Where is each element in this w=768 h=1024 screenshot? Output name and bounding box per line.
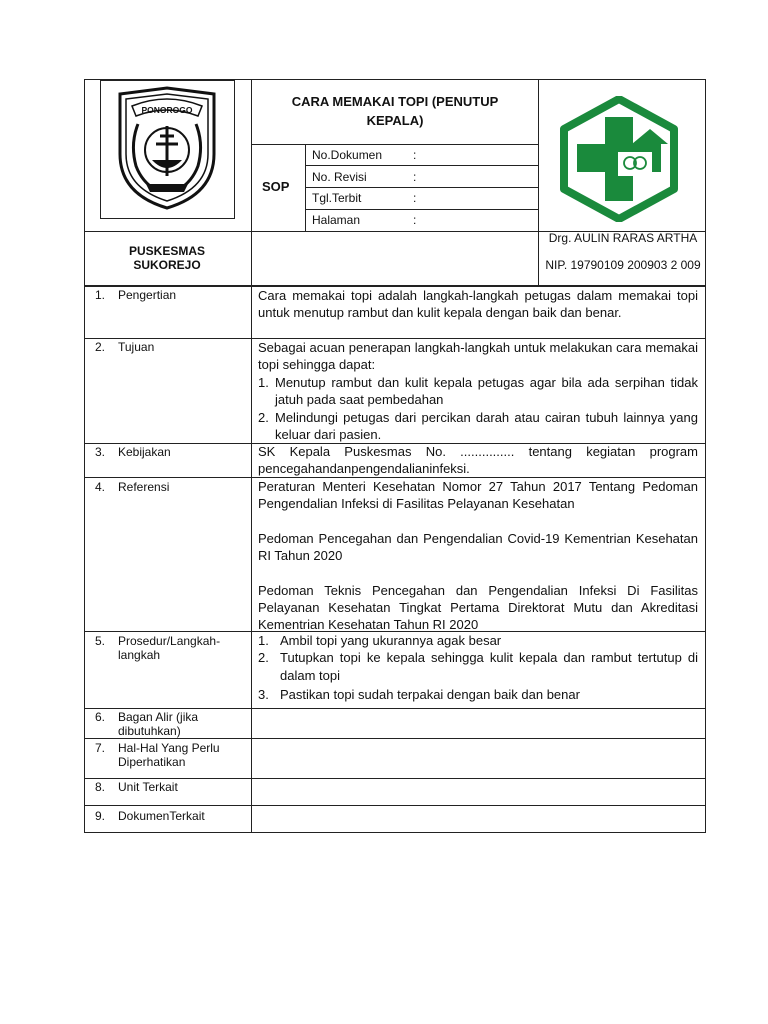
doc-field-sep: : [413,148,417,162]
tujuan-list [258,374,698,444]
list-item-number: 1. [258,633,269,648]
section-content-referensi [258,478,698,634]
doc-field-page [312,213,360,227]
section-number: 6. [95,710,106,724]
section-content-tujuan [258,339,698,443]
reference-item: Peraturan Menteri Kesehatan Nomor 27 Tahun 2017 Tentang Pedoman Pengendalian Infeksi di Fasilitas Pelayanan Kesehatan [258,479,698,512]
section-number: 4. [95,480,106,494]
ponorogo-seal-logo [112,84,222,212]
list-item-text: Pastikan topi sudah terpakai dengan baik dan benar [280,687,580,703]
row-divider [84,778,706,779]
section-number: 5. [95,634,106,648]
doc-field-line-1 [305,165,538,166]
row-divider [84,708,706,709]
section-label-prosedur: Prosedur/Langkah-langkah [118,634,221,662]
section-number: 7. [95,741,106,755]
list-item-number: 2. [258,409,269,425]
organization-name: PUSKESMAS SUKOREJO [128,244,205,272]
section-label-dokumen-terkait: DokumenTerkait [118,809,205,823]
section-number: 3. [95,445,106,459]
list-item-number: 1. [258,374,269,390]
list-item-text: Ambil topi yang ukurannya agak besar [280,633,502,648]
section-content-kebijakan: SK Kepala Puskesmas No. ............... tentang kegiatan program pencegahandanpengendalianinfeksi. [258,444,698,477]
list-item [258,649,698,684]
section-number: 2. [95,340,106,354]
section-label-bagan-alir: Bagan Alir (jika dibutuhkan) [118,710,199,738]
doc-field-label: Tgl.Terbit [312,191,362,205]
signer-name: Drg. AULIN RARAS ARTHA [548,231,698,245]
section-label-referensi: Referensi [118,480,170,494]
reference-item: Pedoman Pencegahan dan Pengendalian Covid-19 Kementrian Kesehatan RI Tahun 2020 [258,530,698,564]
row-divider [84,738,706,739]
section-label-hal-perlu-diperhatikan: Hal-Hal Yang Perlu Diperhatikan [118,741,220,769]
list-item-number: 3. [258,687,269,703]
header-divider-left [251,79,252,286]
doc-field-line-3 [305,209,538,210]
section-label-tujuan: Tujuan [118,340,155,354]
svg-text:PONOROGO: PONOROGO [141,105,193,115]
list-item [258,686,698,703]
tujuan-intro: Sebagai acuan penerapan langkah-langkah untuk melakukan cara memakai topi sehingga dapat: [258,340,698,373]
doc-field-issue-date [312,191,361,205]
section-label-kebijakan: Kebijakan [118,445,171,459]
section-number: 8. [95,780,106,794]
section-label-unit-terkait: Unit Terkait [118,780,178,794]
doc-field-line-2 [305,187,538,188]
list-item-text: Menutup rambut dan kulit kepala petugas agar bila ada serpihan tidak jatuh pada saat pembedahan [275,374,698,408]
list-item-number: 2. [258,650,269,666]
document-title: CARA MEMAKAI TOPI (PENUTUP KEPALA) [291,94,499,128]
list-item-text: Melindungi petugas dari percikan darah atau cairan tubuh lainnya yang keluar dari pasien. [275,409,698,443]
section-number: 9. [95,809,106,823]
doc-field-number [312,148,382,162]
doc-field-sep: : [413,170,417,184]
row-divider [84,805,706,806]
doc-field-label: Halaman [312,213,361,227]
puskesmas-logo [556,96,682,222]
list-item [258,632,698,649]
doc-field-sep: : [413,191,417,205]
section-content-prosedur [258,632,698,704]
signer-nip: NIP. 19790109 200903 2 009 [545,258,701,272]
list-item [258,409,698,444]
doc-field-sep: : [413,213,417,227]
sop-label: SOP [262,179,290,194]
procedure-list [258,632,698,704]
doc-field-revision [312,170,367,184]
section-label-pengertian: Pengertian [118,288,177,302]
doc-field-label: No. Revisi [312,170,367,184]
doc-field-label: No.Dokumen [312,148,383,162]
list-item-text: Tutupkan topi ke kepala sehingga kulit kepala dan rambut tertutup di dalam topi [280,650,698,683]
section-content-pengertian: Cara memakai topi adalah langkah-langkah petugas dalam memakai topi untuk menutup rambut dan kulit kepala dengan baik dan benar. [258,288,698,321]
body-column-divider [251,286,252,833]
section-number: 1. [95,288,106,302]
list-item [258,374,698,409]
header-divider-right [538,79,539,286]
reference-item: Pedoman Teknis Pencegahan dan Pengendalian Infeksi Di Fasilitas Pelayanan Kesehatan Tingkat Pertama Direktorat Mutu dan Akreditasi Kementrian Kesehatan Tahun RI 2020 [258,582,698,633]
title-divider [251,144,538,145]
